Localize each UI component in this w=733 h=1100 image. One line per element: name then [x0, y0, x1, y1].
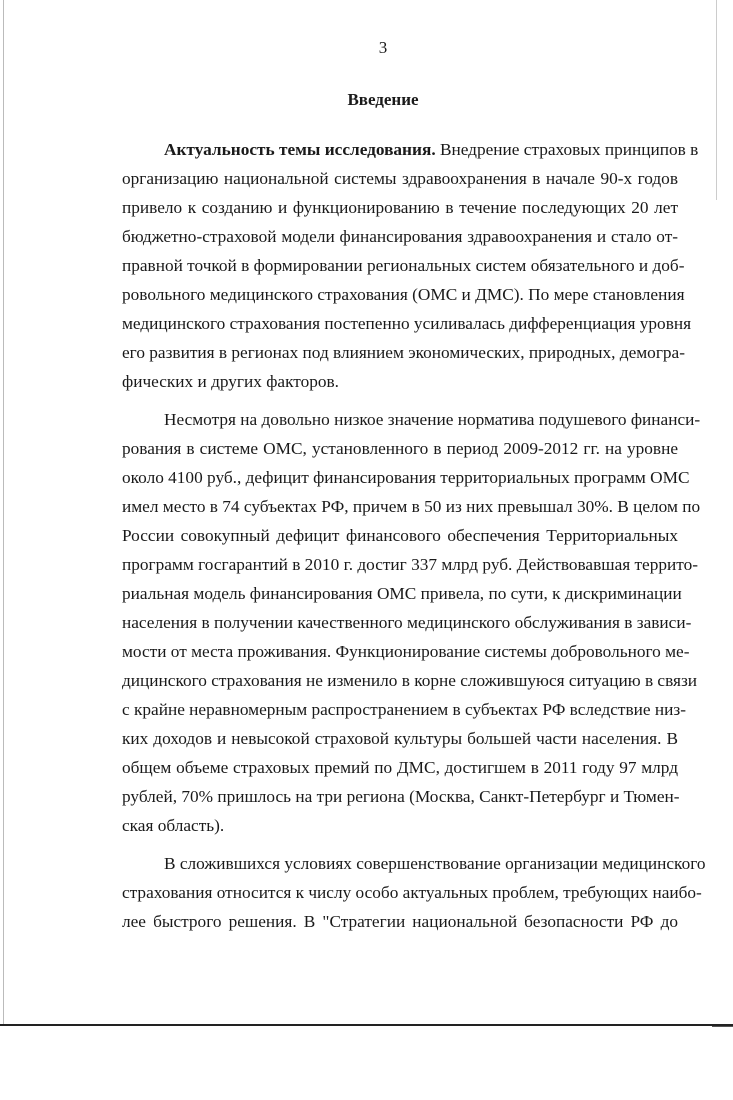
scan-bottom-rule-fragment [712, 1026, 733, 1027]
text-line: риальная модель финансирования ОМС привела, по сути, к дискриминации [122, 584, 682, 603]
page-number: 3 [378, 38, 388, 57]
lead-in-phrase: Актуальность темы исследования. [164, 140, 436, 159]
text-line: ких доходов и невысокой страховой культуры большей части населения. В [122, 729, 678, 748]
text-line: дицинского страхования не изменило в корне сложившуюся ситуацию в связи [122, 671, 698, 690]
text-line: организацию национальной системы здравоохранения в начале 90-х годов [122, 169, 678, 188]
paragraph-1-line-1 [122, 135, 699, 164]
scan-bottom-rule [0, 1024, 733, 1026]
text-line: Внедрение страховых принципов в [435, 140, 699, 159]
text-line: В сложившихся условиях совершенствование организации медицинского [164, 854, 706, 873]
text-line: общем объеме страховых премий по ДМС, достигшем в 2011 году 97 млрд [122, 758, 678, 777]
text-line: медицинского страхования постепенно усиливалась дифференциация уровня [122, 314, 692, 333]
text-line: правной точкой в формировании региональных систем обязательного и доб- [122, 256, 685, 275]
text-line: ровольного медицинского страхования (ОМС и ДМС). По мере становления [122, 285, 685, 304]
section-heading: Введение [347, 90, 419, 109]
text-line: страхования относится к числу особо актуальных проблем, требующих наибо- [122, 883, 702, 902]
text-line: бюджетно-страховой модели финансирования здравоохранения и стало от- [122, 227, 678, 246]
body-text [122, 135, 706, 936]
text-line: имел место в 74 субъектах РФ, причем в 50 из них превышал 30%. В целом по [122, 497, 701, 516]
text-line: программ госгарантий в 2010 г. достиг 337 млрд руб. Действовавшая террито- [122, 555, 698, 574]
text-line: лее быстрого решения. В "Стратегии национальной безопасности РФ до [122, 912, 678, 931]
text-line: около 4100 руб., дефицит финансирования территориальных программ ОМС [122, 468, 690, 487]
text-line: фических и других факторов. [122, 372, 339, 391]
text-line: населения в получении качественного медицинского обслуживания в зависи- [122, 613, 692, 632]
text-line: России совокупный дефицит финансового обеспечения Территориальных [122, 526, 678, 545]
text-line: с крайне неравномерным распространением в субъектах РФ вследствие низ- [122, 700, 686, 719]
text-line: привело к созданию и функционированию в течение последующих 20 лет [122, 198, 678, 217]
text-line: Несмотря на довольно низкое значение норматива подушевого финанси- [164, 410, 701, 429]
text-line: его развития в регионах под влиянием экономических, природных, демогра- [122, 343, 685, 362]
text-line: рования в системе ОМС, установленного в период 2009-2012 гг. на уровне [122, 439, 678, 458]
text-line: мости от места проживания. Функционирование системы добровольного ме- [122, 642, 690, 661]
text-line: рублей, 70% пришлось на три региона (Москва, Санкт-Петербург и Тюмен- [122, 787, 680, 806]
text-line: ская область). [122, 816, 225, 835]
scan-edge-left [3, 0, 4, 1024]
